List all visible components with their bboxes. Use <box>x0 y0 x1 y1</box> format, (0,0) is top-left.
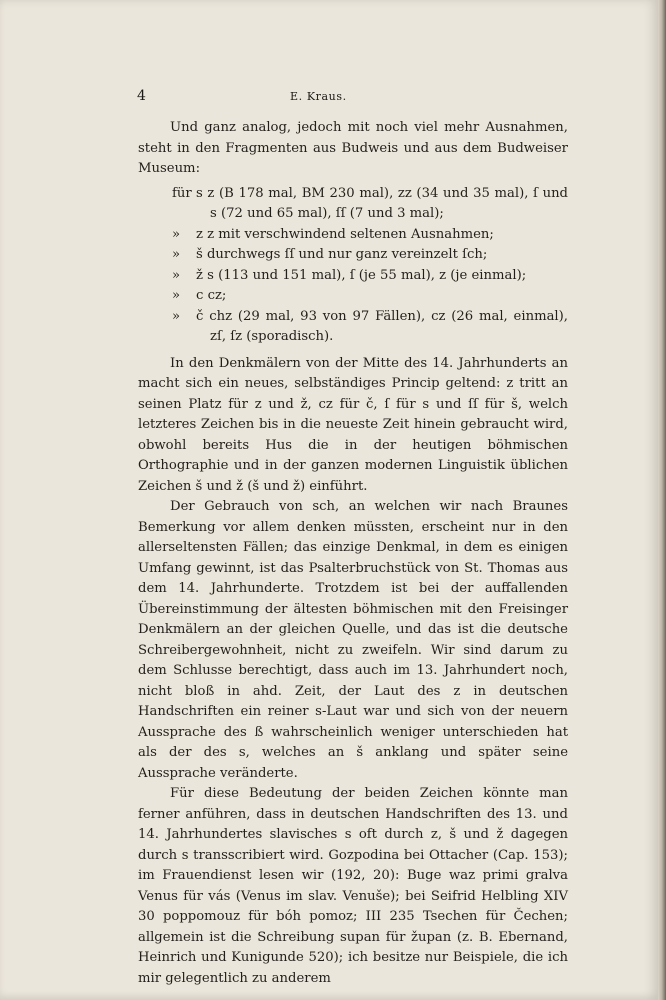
list-marker: für <box>172 185 192 201</box>
list-item-text: š durchwegs ſſ und nur ganz vereinzelt ſch; <box>196 247 488 262</box>
list-item <box>138 307 568 348</box>
list-marker: » <box>172 226 181 242</box>
list-marker: » <box>172 288 181 303</box>
letter-correspondence-list <box>138 184 568 348</box>
list-marker: » <box>172 247 181 262</box>
paragraph: Und ganz analog, jedoch mit noch viel mehr Ausnahmen, steht in den Fragmenten aus Budweis und aus dem Budweiser Museum: <box>138 120 568 176</box>
list-marker: » <box>172 267 181 283</box>
page-number: 4 <box>137 88 146 104</box>
list-item <box>138 184 568 225</box>
paragraph: In den Denkmälern von der Mitte des 14. Jahrhunderts an macht sich ein neues, selbständiges Princip geltend: z tritt an seinen Platz für z und ž, cz für č, ſ für s und ſſ für š, welch letzteres Zeichen bis in die neueste Zeit hinein gebraucht wird, obwohl bereits Hus die in der heutigen böhmischen Orthographie und in der ganzen modernen Linguistik üblichen Zeichen š und ž (š und ž) einführt. <box>138 355 568 494</box>
running-head: E. Kraus. <box>290 90 347 103</box>
list-marker: » <box>172 308 181 324</box>
list-item <box>138 286 568 307</box>
list-item-text: ž s (113 und 151 mal), ſ (je 55 mal), z (je einmal); <box>196 267 527 283</box>
page-header <box>0 88 658 108</box>
body-text <box>138 118 568 989</box>
list-item <box>138 225 568 246</box>
list-item-text: z z mit verschwindend seltenen Ausnahmen; <box>196 226 494 242</box>
list-item-text: č chz (29 mal, 93 von 97 Fällen), cz (26 mal, einmal), zſ, ſz (sporadisch). <box>196 308 568 344</box>
paragraph: Für diese Bedeutung der beiden Zeichen könnte man ferner anführen, dass in deutschen Handschriften des 13. und 14. Jahrhundertes slavisches s oft durch z, š und ž dagegen durch s transscribiert wird. Gozpodina bei Ottacher (Cap. 153); im Frauendienst lesen wir (192, 20): Buge waz primi gralva Venus für vás (Venus im slav. Venuše); bei Seifrid Helbling XIV 30 poppomouz für bóh pomoz; III 235 Tsechen für Čechen; allgemein ist die Schreibung supan für župan (z. B. Ebernand, Heinrich und Kunigunde 520); ich besitze nur Beispiele, die ich mir gelegentlich zu anderem <box>138 786 568 986</box>
paragraph: Der Gebrauch von sch, an welchen wir nach Braunes Bemerkung vor allem denken müssten, erscheint nur in den allerseltensten Fällen; das einzige Denkmal, in dem es einigen Umfang gewinnt, ist das Psalterbruchstück von St. Thomas aus dem 14. Jahrhunderte. Trotzdem ist bei der auffallenden Übereinstimmung der ältesten böhmischen mit den Freisinger Denkmälern an der gleichen Quelle, und das ist die deutsche Schreibergewohnheit, nicht zu zweifeln. Wir sind darum zu dem Schlusse berechtigt, dass auch im 13. Jahrhundert noch, nicht bloß in ahd. Zeit, der Laut des z in deutschen Handschriften ein reiner s-Laut war und sich von der neuern Aussprache des ß wahrscheinlich weniger unterschieden hat als der des s, welches an š anklang und später seine Aussprache veränderte. <box>138 499 568 781</box>
list-item-text: c cz; <box>196 288 227 303</box>
list-item <box>138 266 568 287</box>
page-edge-shadow <box>658 0 666 1000</box>
list-item <box>138 245 568 266</box>
list-item-text: s z (B 178 mal, BM 230 mal), zz (34 und 35 mal), ſ und s (72 und 65 mal), ſſ (7 und 3 mal); <box>196 185 568 221</box>
